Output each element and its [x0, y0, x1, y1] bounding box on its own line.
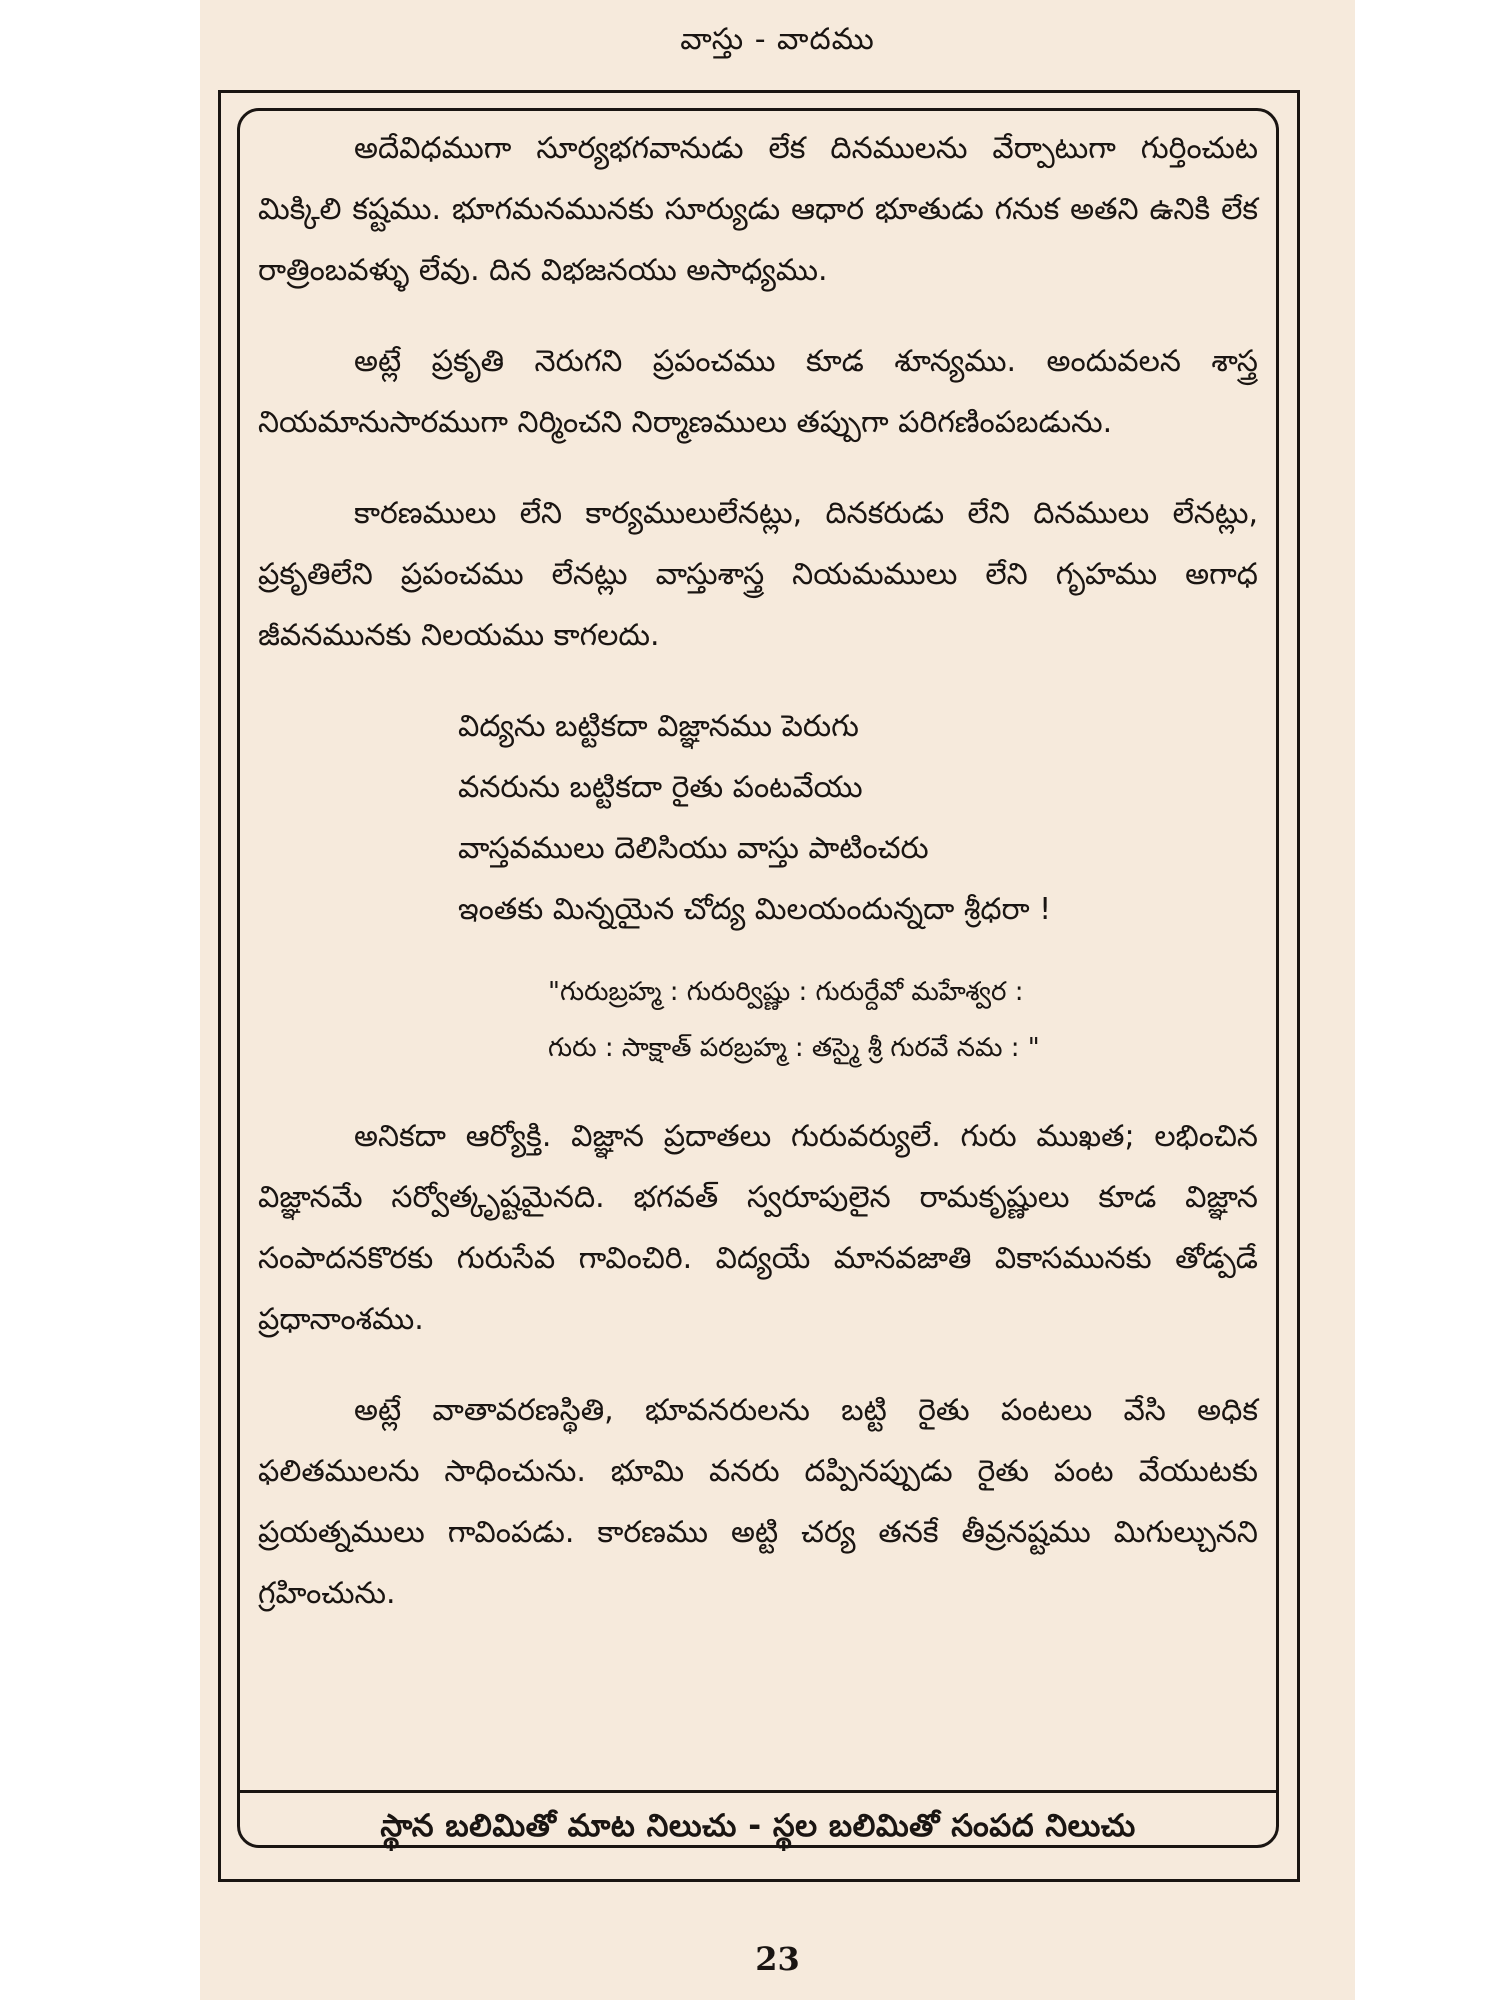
paragraph: అదేవిధముగా సూర్యభగవానుడు లేక దినములను వేర్పాటుగా గుర్తించుట మిక్కిలి కష్టము. భూగమనమునకు సూర్యుడు ఆధార భూతుడు గనుక అతని ఉనికి లేక రాత్రింబవళ్ళు లేవు. దిన విభజనయు అసాధ్యము.: [258, 131, 1258, 288]
verse-line: వనరును బట్టికదా రైతు పంటవేయు: [458, 770, 863, 805]
verse-block: [458, 696, 1258, 940]
paragraph: కారణములు లేని కార్యములులేనట్లు, దినకరుడు లేని దినములు లేనట్లు, ప్రకృతిలేని ప్రపంచము లేనట్లు వాస్తుశాస్త్ర నియమములు లేని గృహము అగాధ జీవనమునకు నిలయము కాగలదు.: [258, 496, 1258, 653]
sloka-block: [548, 964, 1258, 1076]
verse-line: వాస్తవములు దెలిసియు వాస్తు పాటించరు: [458, 831, 929, 866]
paragraph: అట్లే ప్రకృతి నెరుగని ప్రపంచము కూడ శూన్యము. అందువలన శాస్త్ర నియమానుసారముగా నిర్మించని నిర్మాణములు తప్పుగా పరిగణింపబడును.: [258, 344, 1258, 440]
main-text: [258, 118, 1258, 1654]
footer-proverb: స్థాన బలిమితో మాట నిలుచు - స్థల బలిమితో సంపద నిలుచు: [380, 1808, 1136, 1844]
running-title: వాస్తు - వాదము: [680, 22, 875, 57]
verse-line: ఇంతకు మిన్నయైన చోద్య మిలయందున్నదా శ్రీధరా !: [458, 892, 1052, 927]
book-page: [200, 0, 1355, 2000]
paragraph: అనికదా ఆర్యోక్తి. విజ్ఞాన ప్రదాతలు గురువర్యులే. గురు ముఖత; లభించిన విజ్ఞానమే సర్వోత్కృష్టమైనది. భగవత్ స్వరూపులైన రామకృష్ణులు కూడ విజ్ఞాన సంపాదనకొరకు గురుసేవ గావించిరి. విద్యయే మానవజాతి వికాసమునకు తోడ్పడే ప్రధానాంశము.: [258, 1119, 1258, 1337]
footer-divider: [237, 1790, 1279, 1793]
sloka-line: గురు : సాక్షాత్ పరబ్రహ్మ : తస్మై శ్రీ గురవే నమ : ": [548, 1033, 1040, 1063]
sloka-line: "గురుబ్రహ్మ : గురుర్విష్ణు : గురుర్దేవో మహేశ్వర :: [548, 977, 1024, 1007]
verse-line: విద్యను బట్టికదా విజ్ఞానము పెరుగు: [458, 709, 859, 744]
page-number: 23: [755, 1940, 800, 1978]
paragraph: అట్లే వాతావరణస్థితి, భూవనరులను బట్టి రైతు పంటలు వేసి అధిక ఫలితములను సాధించును. భూమి వనరు దప్పినప్పుడు రైతు పంట వేయుటకు ప్రయత్నములు గావింపడు. కారణము అట్టి చర్య తనకే తీవ్రనష్టము మిగుల్చునని గ్రహించును.: [258, 1393, 1258, 1611]
